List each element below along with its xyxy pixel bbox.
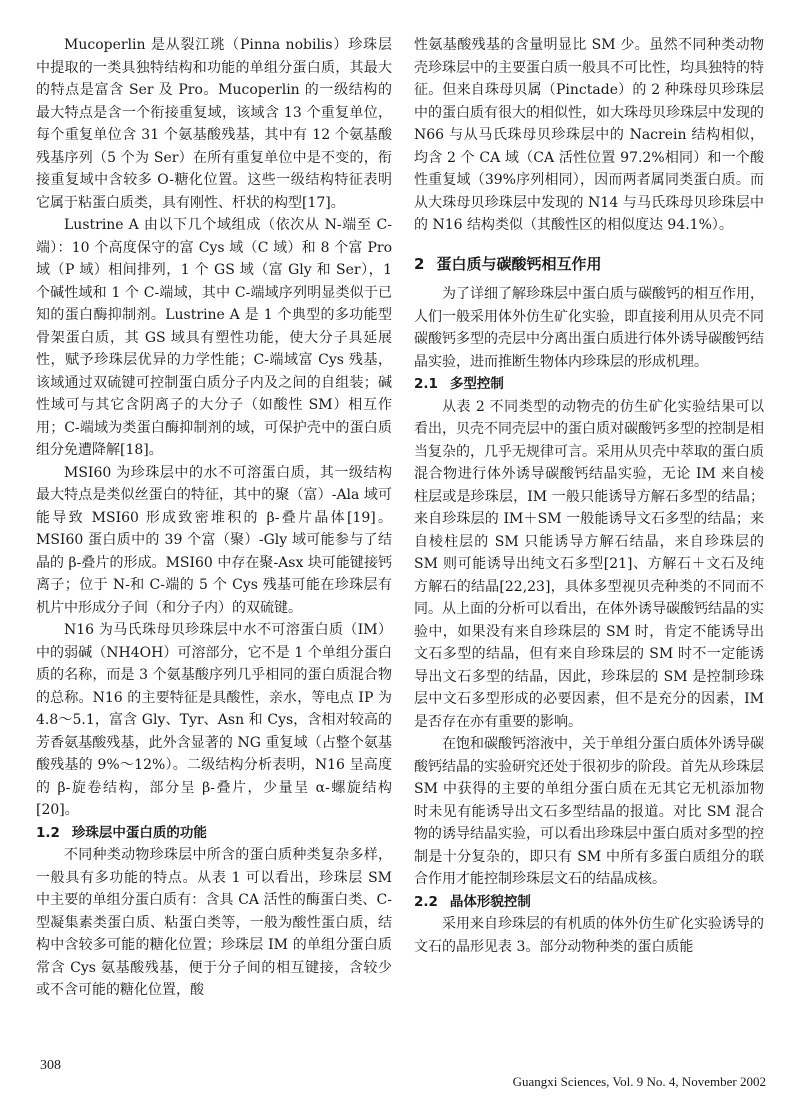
section-heading-2 <box>414 253 764 276</box>
paragraph-n16: N16 为马氏珠母贝珍珠层中水不可溶蛋白质（IM）中的弱碱（NH4OH）可溶部分，它不是 1 个单组分蛋白质的名称，而是 3 个氨基酸序列几乎相同的蛋白质混合物的总称。N16 的主要特征是具酸性，亲水，等电点 IP 为 4.8～5.1，富含 Gly、Tyr、Asn 和 Cys，含相对较高的芳香氨基酸残基，此外含显著的 NG 重复域（占整个氨基酸残基的 9%～12%）。二级结构分析表明，N16 呈高度的 β-旋卷结构，部分呈 β-叠片，少量呈 α-螺旋结构[20]。 <box>36 622 392 818</box>
paragraph-msi60: MSI60 为珍珠层中的水不可溶蛋白质，其一级结构最大特点是类似丝蛋白的特征，其中的聚（富）-Ala 域可能导致 MSI60 形成致密堆积的 β-叠片晶体[19]。MSI60 蛋白质中的 39 个富（聚）-Gly 域可能参与了结晶的 β-叠片的形成。MSI60 中存在聚-Asx 块可能键接钙离子；位于 N-和 C-端的 5 个 Cys 残基可能在珍珠层有机片中形成分子间（和分子内）的双硫键。 <box>36 464 392 616</box>
paragraph-interaction-intro: 为了详细了解珍珠层中蛋白质与碳酸钙的相互作用，人们一般采用体外仿生矿化实验，即直接利用从贝壳不同碳酸钙多型的壳层中分离出蛋白质进行体外诱导碳酸钙结晶实验，进而推断生物体内珍珠层的形成机理。 <box>414 286 764 370</box>
section-number: 2 <box>414 254 425 273</box>
right-column <box>414 34 764 958</box>
left-column <box>36 34 392 1002</box>
paragraph-continuation: 性氨基酸残基的含量明显比 SM 少。虽然不同种类动物壳珍珠层中的主要蛋白质一般具不可比性，均具独特的特征。但来自珠母贝属（Pinctade）的 2 种珠母贝珍珠层中的蛋白质有很大的相似性，如大珠母贝珍珠层中发现的 N66 与从马氏珠母贝珍珠层中的 Nacrein 结构相似，均含 2 个 CA 域（CA 活性位置 97.2%相同）和一个酸性重复域（39%序列相同），因而两者属同类蛋白质。而从大珠母贝珍珠层中发现的 N14 与马氏珠母贝珍珠层中的 N16 结构类似（其酸性区的相似度达 94.1%）。 <box>414 37 764 233</box>
paragraph-polymorph-control: 从表 2 不同类型的动物壳的仿生矿化实验结果可以看出，贝壳不同壳层中的蛋白质对碳酸钙多型的控制是相当复杂的，几乎无规律可言。采用从贝壳中萃取的蛋白质混合物进行体外诱导碳酸钙结晶实验，无论 IM 来自棱柱层或是珍珠层，IM 一般只能诱导方解石多型的结晶；来自珍珠层的 IM＋SM 一般能诱导文石多型的结晶；来自棱柱层的 SM 只能诱导方解石结晶，来自珍珠层的 SM 则可能诱导出纯文石多型[21]、方解石＋文石及纯方解石的结晶[22,23]，具体多型视贝壳种类的不同而不同。从上面的分析可以看出，在体外诱导碳酸钙结晶的实验中，如果没有来自珍珠层的 SM 时，肯定不能诱导出文石多型的结晶，但有来自珍珠层的 SM 时不一定能诱导出文石多型的结晶，因此，珍珠层的 SM 是控制珍珠层中文石多型形成的必要因素，但不是充分的因素，IM 是否存在亦有重要的影响。 <box>414 398 764 730</box>
section-title: 多型控制 <box>449 376 504 392</box>
section-number: 2.1 <box>414 376 438 392</box>
section-heading-2-1 <box>414 373 764 396</box>
section-title: 蛋白质与碳酸钙相互作用 <box>436 254 602 273</box>
journal-citation: Guangxi Sciences, Vol. 9 No. 4, November 2002 <box>512 1074 766 1089</box>
paragraph-protein-function: 不同种类动物珍珠层中所含的蛋白质种类复杂多样，一般具有多功能的特点。从表 1 可以看出，珍珠层 SM 中主要的单组分蛋白质有：含具 CA 活性的酶蛋白类、C-型凝集素类蛋白质、粘蛋白类等，一般为酸性蛋白质，结构中含较多可能的糖化位置；珍珠层 IM 的单组分蛋白质常含 Cys 氨基酸残基，便于分子间的相互键接，含较少或不含可能的糖化位置，酸 <box>36 847 392 998</box>
paragraph-single-protein: 在饱和碳酸钙溶液中，关于单组分蛋白质体外诱导碳酸钙结晶的实验研究还处于很初步的阶段。首先从珍珠层 SM 中获得的主要的单组分蛋白质在无其它无机添加物时未见有能诱导出文石多型结晶的报道。对比 SM 混合物的诱导结晶实验，可以看出珍珠层中蛋白质对多型的控制是十分复杂的，即只有 SM 中所有多蛋白质组分的联合作用才能控制珍珠层文石的结晶成核。 <box>414 736 764 887</box>
paragraph-morphology: 采用来自珍珠层的有机质的体外仿生矿化实验诱导的文石的晶形见表 3。部分动物种类的蛋白质能 <box>414 916 764 955</box>
paragraph-lustrine: Lustrine A 由以下几个域组成（依次从 N-端至 C-端）：10 个高度保守的富 Cys 域（C 域）和 8 个富 Pro 域（P 域）相间排列，1 个 GS 域（富 Gly 和 Ser），1 个碱性域和 1 个 C-端域，其中 C-端域序列明显类似于已知的蛋白酶抑制剂。Lustrine A 是 1 个典型的多功能型骨架蛋白质，其 GS 域具有塑性功能，使大分子具延展性，赋予珍珠层优异的力学性能；C-端域富 Cys 残基，该域通过双硫键可控制蛋白质分子内及之间的自组装；碱性域可与其它含阴离子的大分子（如酸性 SM）相互作用；C-端域为类蛋白酶抑制剂的域，可保护壳中的蛋白质组分免遭降解[18]。 <box>36 217 392 458</box>
section-number: 2.2 <box>414 893 438 910</box>
section-number: 1.2 <box>36 824 60 841</box>
section-title: 珍珠层中蛋白质的功能 <box>71 824 207 841</box>
section-title: 晶体形貌控制 <box>449 893 531 910</box>
paragraph-mucoperlin: Mucoperlin 是从裂江珧（Pinna nobilis）珍珠层中提取的一类具独特结构和功能的单组分蛋白质，其最大的特点是富含 Ser 及 Pro。Mucoperlin 的一级结构的最大特点是含一个衔接重复域，该域含 13 个重复单位，每个重复单位含 31 个氨基酸残基，其中有 12 个氨基酸残基序列（5 个为 Ser）在所有重复单位中是不变的，衔接重复域中含较多 O-糖化位置。这些一级结构特征表明它属于粘蛋白质类，具有刚性、杆状的构型[17]。 <box>36 37 392 211</box>
section-heading-2-2 <box>414 891 764 914</box>
section-heading-1-2 <box>36 822 392 845</box>
page-number: 308 <box>40 1058 61 1073</box>
